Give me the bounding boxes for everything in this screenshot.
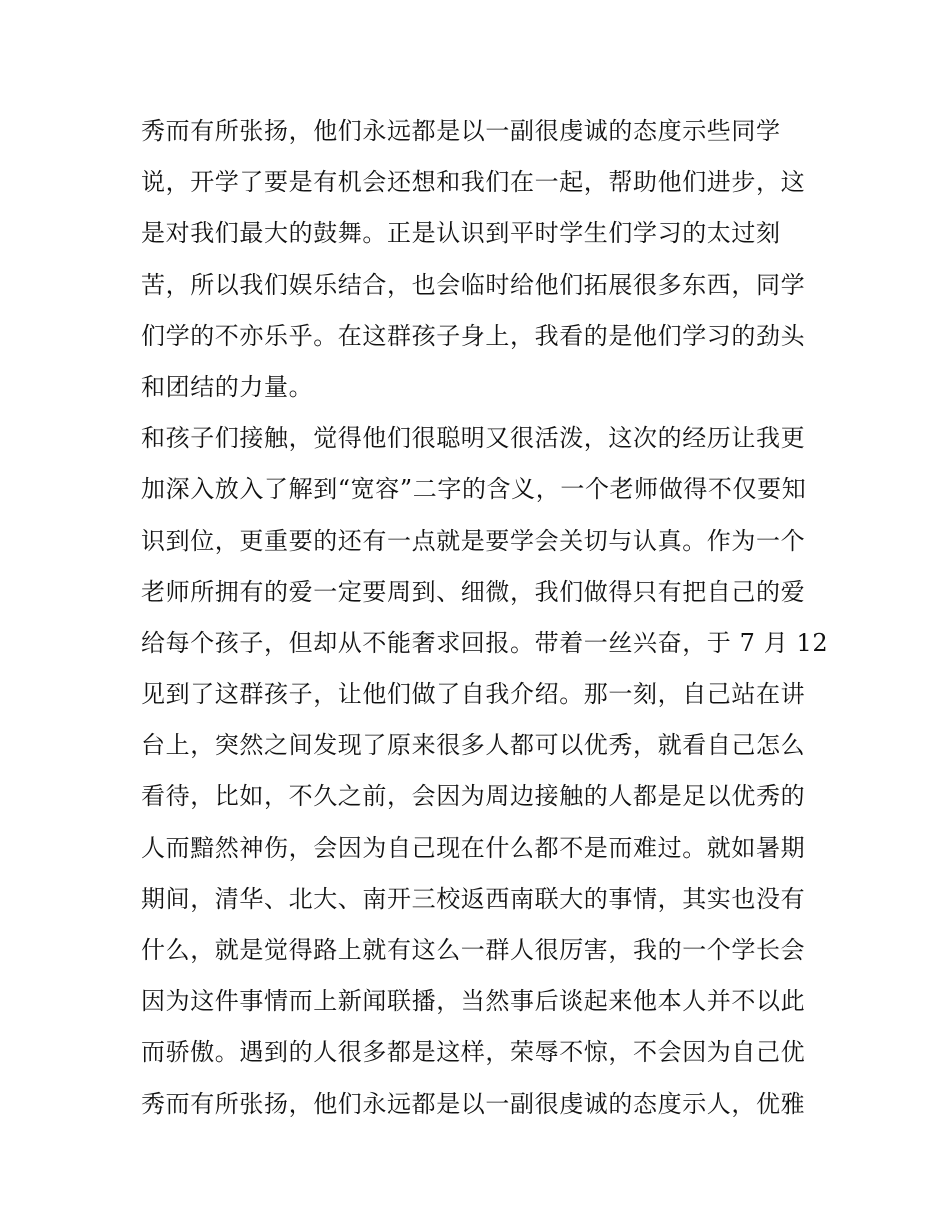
text-line: 而骄傲。遇到的人很多都是这样，荣辱不惊，不会因为自己优 bbox=[141, 1038, 806, 1067]
text-line: 期间，清华、北大、南开三校返西南联大的事情，其实也没有 bbox=[141, 884, 806, 913]
body-text bbox=[141, 106, 829, 1130]
text-line: 老师所拥有的爱一定要周到、细微，我们做得只有把自己的爱 bbox=[141, 577, 806, 606]
text-line: 和团结的力量。 bbox=[141, 372, 314, 401]
text-line: 是对我们最大的鼓舞。正是认识到平时学生们学习的太过刻 bbox=[141, 219, 781, 248]
text-line: 见到了这群孩子，让他们做了自我介绍。那一刻，自己站在讲 bbox=[141, 680, 806, 709]
text-line: 给每个孩子，但却从不能奢求回报。带着一丝兴奋，于 7 月 12 bbox=[141, 628, 829, 657]
text-line: 和孩子们接触，觉得他们很聪明又很活泼，这次的经历让我更 bbox=[141, 424, 806, 453]
text-line: 秀而有所张扬，他们永远都是以一副很虔诚的态度示人，优雅 bbox=[141, 1089, 806, 1118]
text-line: 台上，突然之间发现了原来很多人都可以优秀，就看自己怎么 bbox=[141, 731, 806, 760]
text-line: 说，开学了要是有机会还想和我们在一起，帮助他们进步，这 bbox=[141, 168, 806, 197]
text-line: 人而黯然神伤，会因为自己现在什么都不是而难过。就如暑期 bbox=[141, 833, 806, 862]
text-line: 什么，就是觉得路上就有这么一群人很厉害，我的一个学长会 bbox=[141, 936, 806, 964]
text-line: 们学的不亦乐乎。在这群孩子身上，我看的是他们学习的劲头 bbox=[141, 321, 806, 350]
text-line: 看待，比如，不久之前，会因为周边接触的人都是足以优秀的 bbox=[141, 782, 806, 811]
text-line: 苦，所以我们娱乐结合，也会临时给他们拓展很多东西，同学 bbox=[141, 270, 806, 299]
text-line: 秀而有所张扬，他们永远都是以一副很虔诚的态度示些同学 bbox=[141, 117, 781, 145]
text-line: 因为这件事情而上新闻联播，当然事后谈起来他本人并不以此 bbox=[141, 987, 806, 1016]
text-line: 识到位，更重要的还有一点就是要学会关切与认真。作为一个 bbox=[141, 526, 806, 555]
text-line: 加深入放入了解到“宽容”二字的含义，一个老师做得不仅要知 bbox=[141, 475, 807, 504]
